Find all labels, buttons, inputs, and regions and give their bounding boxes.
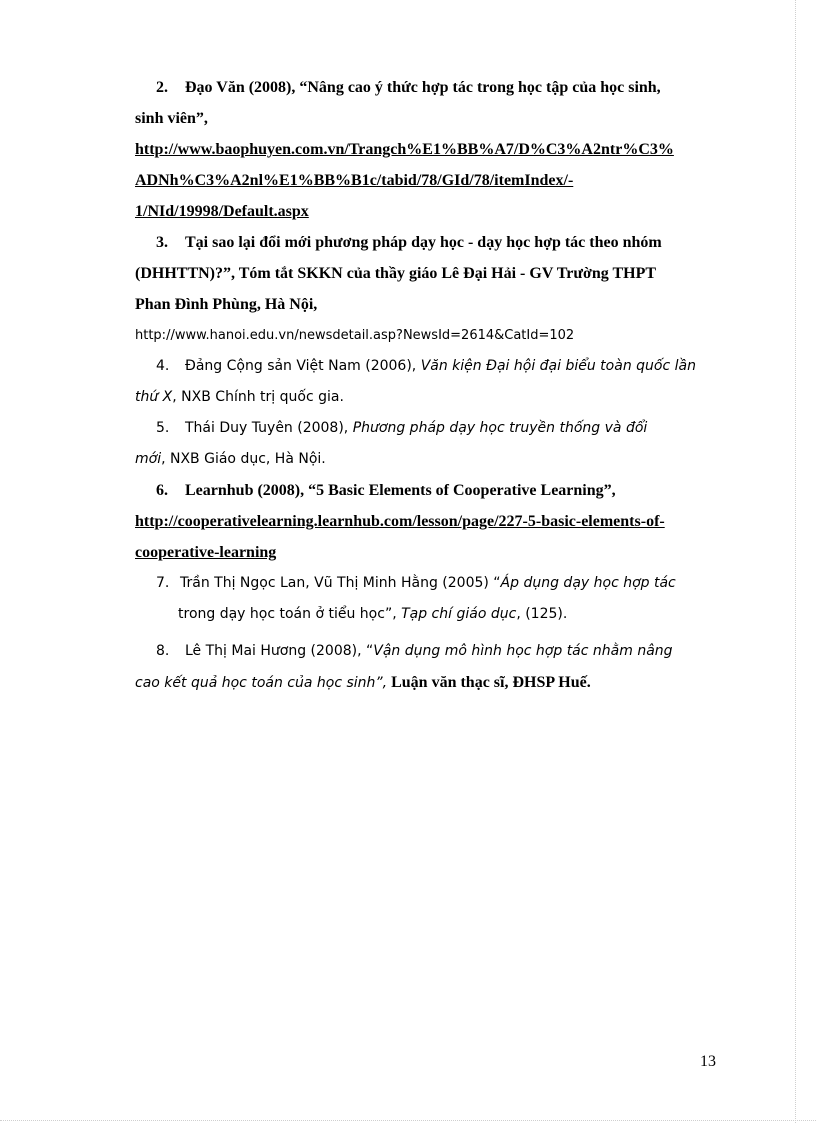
reference-author: Thái Duy Tuyên (2008), xyxy=(185,420,353,436)
reference-title: Áp dụng dạy học hợp tác xyxy=(500,575,676,591)
reference-item-5 xyxy=(135,413,717,444)
reference-title: Phương pháp dạy học truyền thống và đổi xyxy=(352,420,648,436)
reference-text: sinh viên”, xyxy=(135,110,208,127)
reference-author: Lê Thị Mai Hương (2008), “ xyxy=(185,643,374,659)
reference-number: 4. xyxy=(156,358,170,374)
reference-text: (DHHTTN)?”, Tóm tắt SKKN của thầy giáo Lê Đại Hải - GV Trường THPT xyxy=(135,265,657,282)
reference-publisher: , NXB Chính trị quốc gia. xyxy=(172,389,344,405)
reference-number: 2. xyxy=(156,79,168,96)
reference-text: Phan Đình Phùng, Hà Nội, xyxy=(135,296,318,313)
page-bottom-divider xyxy=(0,1120,816,1121)
reference-url[interactable]: http://www.baophuyen.com.vn/Trangch%E1%BB%A7/D%C3%A2ntr%C3% xyxy=(135,141,674,158)
reference-journal: Tạp chí giáo dục xyxy=(401,606,517,622)
reference-author: Trần Thị Ngọc Lan, Vũ Thị Minh Hằng (2005) “ xyxy=(180,575,501,591)
reference-author: Đảng Cộng sản Việt Nam (2006), xyxy=(185,358,421,374)
reference-title: Văn kiện Đại hội đại biểu toàn quốc lần xyxy=(420,358,696,374)
reference-item-3 xyxy=(135,227,717,258)
page-number: 13 xyxy=(700,1053,716,1070)
reference-link[interactable] xyxy=(135,320,717,351)
reference-publisher: , NXB Giáo dục, Hà Nội. xyxy=(161,451,326,467)
reference-number: 8. xyxy=(156,643,170,659)
reference-url[interactable]: http://www.hanoi.edu.vn/newsdetail.asp?NewsId=2614&CatId=102 xyxy=(135,328,575,343)
reference-title: trong dạy học toán ở tiểu học xyxy=(178,606,385,622)
reference-url[interactable]: 1/NId/19998/Default.aspx xyxy=(135,203,309,220)
reference-text: Learnhub (2008), “5 Basic Elements of Cooperative Learning”, xyxy=(185,482,616,499)
reference-number: 7. xyxy=(156,575,170,591)
reference-link[interactable] xyxy=(135,196,717,227)
reference-text-continued xyxy=(178,599,717,630)
reference-number: 6. xyxy=(156,482,168,499)
reference-list xyxy=(135,72,717,698)
reference-link[interactable] xyxy=(135,537,717,568)
reference-title: cao kết quả học toán của học sinh”, xyxy=(135,675,388,691)
reference-text-continued xyxy=(135,258,717,289)
reference-degree: Luận văn thạc sĩ, ĐHSP Huế. xyxy=(387,674,591,691)
reference-link[interactable] xyxy=(135,134,717,165)
reference-item-2 xyxy=(135,72,717,103)
reference-text-continued xyxy=(135,382,717,413)
reference-item-4 xyxy=(135,351,717,382)
reference-text-continued xyxy=(135,103,717,134)
reference-text: Đạo Văn (2008), “Nâng cao ý thức hợp tác trong học tập của học sinh, xyxy=(185,79,661,96)
reference-item-6 xyxy=(135,475,717,506)
page-edge-divider xyxy=(795,0,796,1123)
reference-punctuation: ”, xyxy=(384,606,402,622)
reference-issue: , (125). xyxy=(516,606,568,622)
reference-url[interactable]: ADNh%C3%A2nl%E1%BB%B1c/tabid/78/GId/78/itemIndex/- xyxy=(135,172,574,189)
reference-link[interactable] xyxy=(135,165,717,196)
reference-text: Tại sao lại đổi mới phương pháp dạy học - dạy học hợp tác theo nhóm xyxy=(185,234,662,251)
reference-url[interactable]: http://cooperativelearning.learnhub.com/lesson/page/227-5-basic-elements-of- xyxy=(135,513,665,530)
reference-number: 5. xyxy=(156,420,170,436)
reference-text-continued xyxy=(135,444,717,475)
reference-number: 3. xyxy=(156,234,168,251)
reference-item-7 xyxy=(135,568,717,599)
reference-link[interactable] xyxy=(135,506,717,537)
reference-title: thứ X xyxy=(135,389,173,405)
reference-text-continued xyxy=(135,289,717,320)
reference-item-8 xyxy=(135,636,717,667)
reference-title: mới xyxy=(135,451,162,467)
reference-url[interactable]: cooperative-learning xyxy=(135,544,277,561)
reference-title: Vận dụng mô hình học hợp tác nhằm nâng xyxy=(373,643,673,659)
reference-text-continued xyxy=(135,667,717,698)
